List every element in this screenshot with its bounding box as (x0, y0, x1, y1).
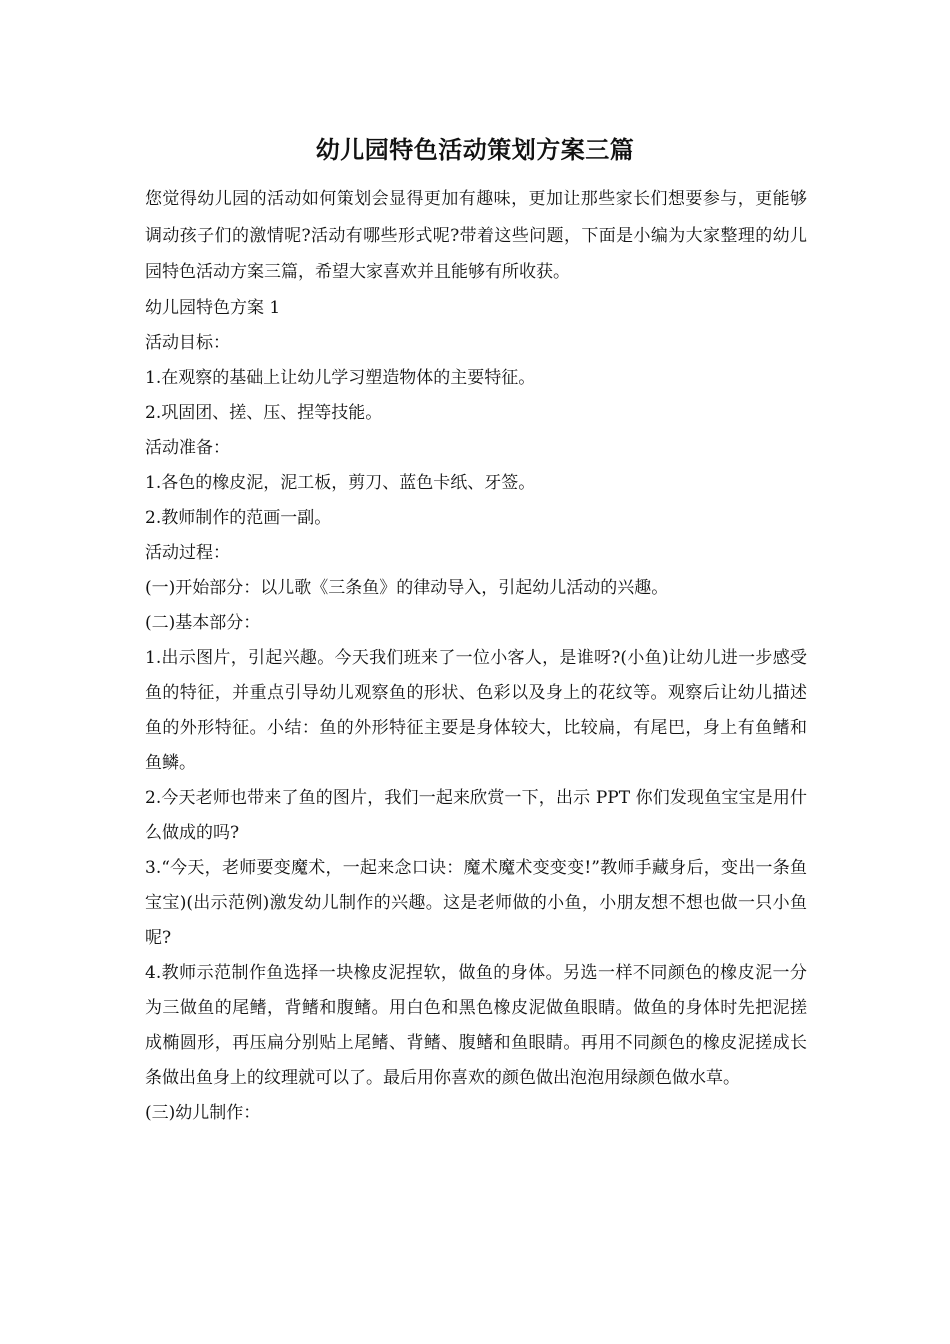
process-opening: (一)开始部分：以儿歌《三条鱼》的律动导入，引起幼儿活动的兴趣。 (145, 577, 669, 598)
section-heading-plan-1: 幼儿园特色方案 1 (145, 297, 281, 318)
document-body (145, 181, 807, 1131)
preparation-item-1: 1.各色的橡皮泥，泥工板，剪刀、蓝色卡纸、牙签。 (145, 472, 536, 493)
preparation-item-2: 2.教师制作的范画一副。 (145, 507, 332, 528)
process-step-1: 1.出示图片，引起兴趣。今天我们班来了一位小客人，是谁呀?(小鱼)让幼儿进一步感受鱼的特征，并重点引导幼儿观察鱼的形状、色彩以及身上的花纹等。观察后让幼儿描述鱼的外形特征。小结：鱼的外形特征主要是身体较大，比较扁，有尾巴，身上有鱼鳍和鱼鳞。 (145, 647, 807, 773)
process-basic-heading: (二)基本部分： (145, 612, 261, 633)
process-children-making: (三)幼儿制作： (145, 1102, 261, 1123)
process-step-2: 2.今天老师也带来了鱼的图片，我们一起来欣赏一下，出示 PPT 你们发现鱼宝宝是用什么做成的吗? (145, 787, 807, 843)
heading-activity-process: 活动过程： (145, 542, 230, 563)
heading-activity-preparation: 活动准备： (145, 437, 230, 458)
heading-activity-goals: 活动目标： (145, 332, 230, 353)
document-title: 幼儿园特色活动策划方案三篇 (315, 135, 635, 164)
process-step-4: 4.教师示范制作鱼选择一块橡皮泥捏软，做鱼的身体。另选一样不同颜色的橡皮泥一分为三做鱼的尾鳍，背鳍和腹鳍。用白色和黑色橡皮泥做鱼眼睛。做鱼的身体时先把泥搓成椭圆形，再压扁分别贴上尾鳍、背鳍、腹鳍和鱼眼睛。再用不同颜色的橡皮泥搓成长条做出鱼身上的纹理就可以了。最后用你喜欢的颜色做出泡泡用绿颜色做水草。 (145, 962, 807, 1088)
goal-item-1: 1.在观察的基础上让幼儿学习塑造物体的主要特征。 (145, 367, 536, 388)
intro-paragraph: 您觉得幼儿园的活动如何策划会显得更加有趣味，更加让那些家长们想要参与，更能够调动孩子们的激情呢?活动有哪些形式呢?带着这些问题，下面是小编为大家整理的幼儿园特色活动方案三篇，希望大家喜欢并且能够有所收获。 (145, 189, 807, 282)
goal-item-2: 2.巩固团、搓、压、捏等技能。 (145, 402, 383, 423)
process-step-3: 3.“今天，老师要变魔术，一起来念口诀：魔术魔术变变变!”教师手藏身后，变出一条鱼宝宝)(出示范例)激发幼儿制作的兴趣。这是老师做的小鱼，小朋友想不想也做一只小鱼呢? (145, 857, 807, 948)
